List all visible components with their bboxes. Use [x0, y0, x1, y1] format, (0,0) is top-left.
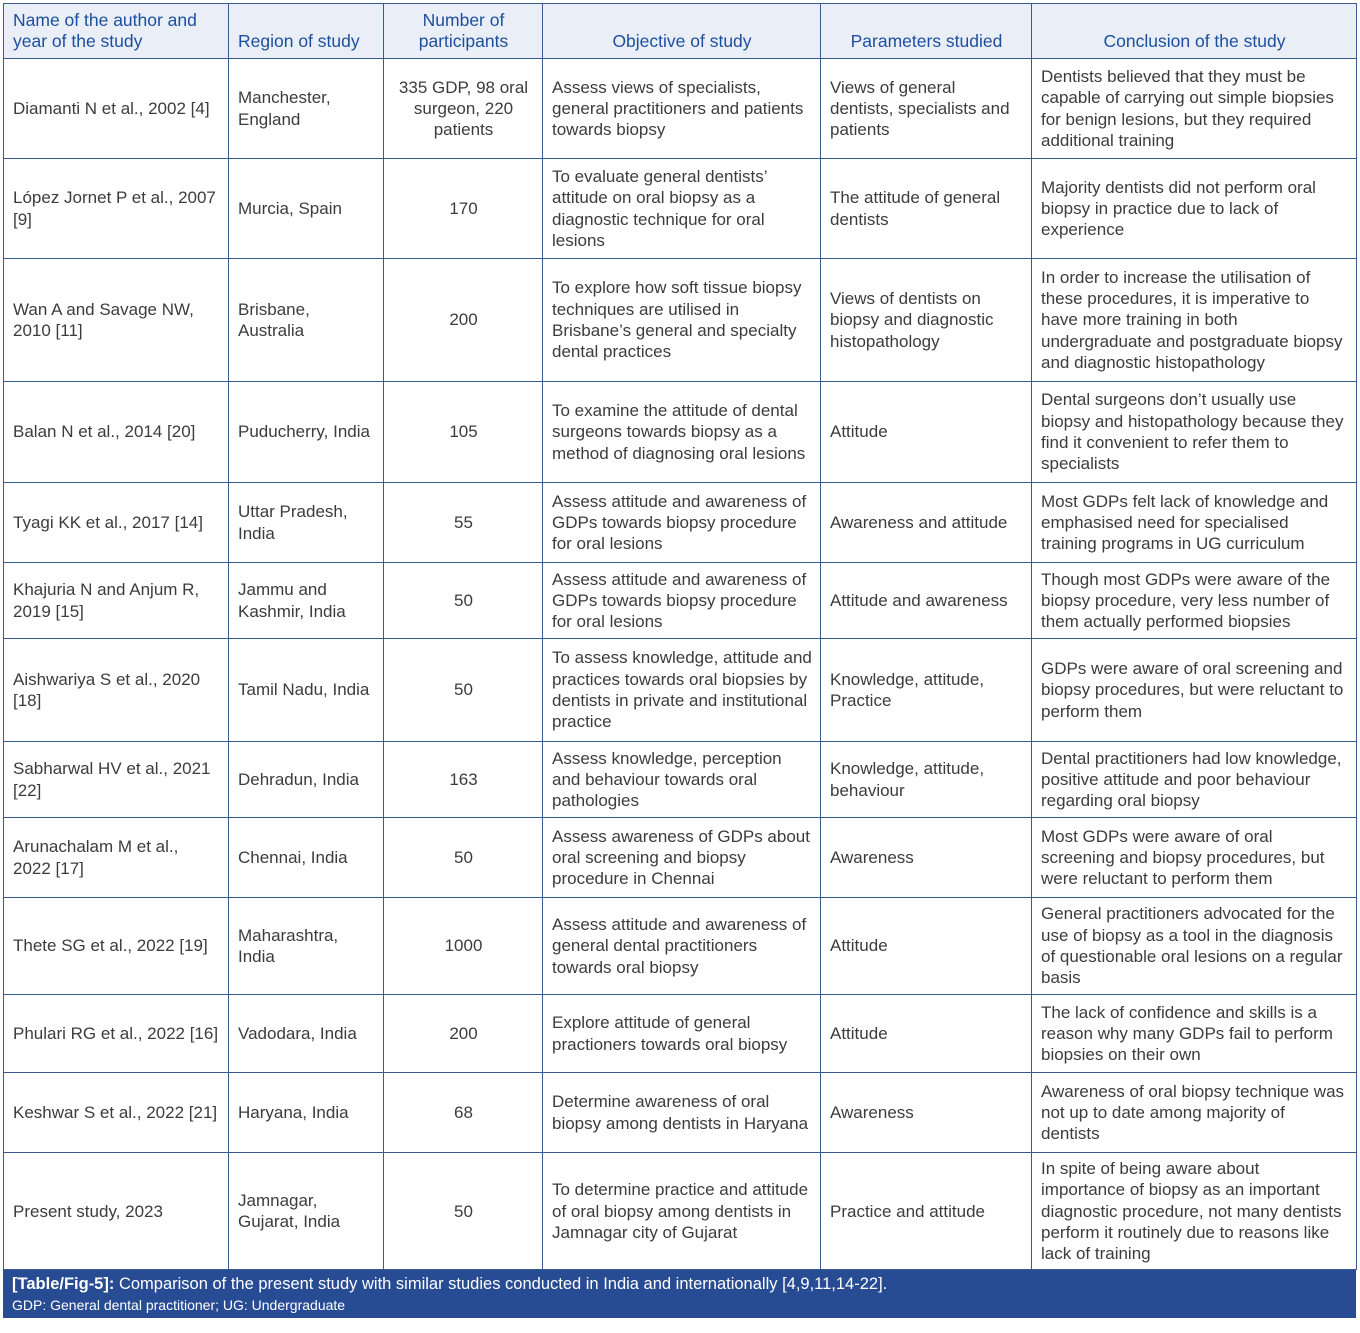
- cell-conclusion: In order to increase the utilisation of these procedures, it is imperative to have more training in both undergraduate and postgraduate biopsy and diagnostic histopathology: [1032, 259, 1357, 382]
- cell-objective: To assess knowledge, attitude and practices towards oral biopsies by dentists in private and institutional practice: [543, 639, 821, 742]
- cell-region: Jammu and Kashmir, India: [229, 563, 384, 639]
- cell-participants: 105: [384, 382, 543, 483]
- cell-parameters: Attitude: [821, 898, 1032, 995]
- caption-tag: [Table/Fig-5]:: [12, 1275, 115, 1294]
- cell-author-year: Khajuria N and Anjum R, 2019 [15]: [4, 563, 229, 639]
- cell-conclusion: General practitioners advocated for the use of biopsy as a tool in the diagnosis of questionable oral lesions on a regular basis: [1032, 898, 1357, 995]
- cell-participants: 50: [384, 818, 543, 898]
- cell-author-year: Diamanti N et al., 2002 [4]: [4, 59, 229, 159]
- cell-conclusion: In spite of being aware about importance of biopsy as an important diagnostic procedure, not many dentists perform it routinely due to reasons like lack of training: [1032, 1153, 1357, 1270]
- caption-footnote: GDP: General dental practitioner; UG: Undergraduate: [12, 1297, 346, 1314]
- cell-region: Tamil Nadu, India: [229, 639, 384, 742]
- cell-parameters: Awareness and attitude: [821, 483, 1032, 563]
- cell-objective: Assess knowledge, perception and behaviour towards oral pathologies: [543, 742, 821, 818]
- cell-participants: 50: [384, 1153, 543, 1270]
- table-row: [4, 639, 1357, 742]
- cell-author-year: Tyagi KK et al., 2017 [14]: [4, 483, 229, 563]
- cell-objective: Explore attitude of general practioners towards oral biopsy: [543, 995, 821, 1073]
- comparison-table-figure: [3, 3, 1356, 1318]
- cell-parameters: Knowledge, attitude, Practice: [821, 639, 1032, 742]
- cell-parameters: Knowledge, attitude, behaviour: [821, 742, 1032, 818]
- cell-author-year: Phulari RG et al., 2022 [16]: [4, 995, 229, 1073]
- cell-objective: Assess awareness of GDPs about oral screening and biopsy procedure in Chennai: [543, 818, 821, 898]
- table-caption: [3, 1270, 1356, 1318]
- table-row: [4, 818, 1357, 898]
- table-row: [4, 563, 1357, 639]
- cell-region: Murcia, Spain: [229, 159, 384, 259]
- cell-participants: 335 GDP, 98 oral surgeon, 220 patients: [384, 59, 543, 159]
- cell-parameters: Views of general dentists, specialists and patients: [821, 59, 1032, 159]
- cell-parameters: Practice and attitude: [821, 1153, 1032, 1270]
- table-row: [4, 159, 1357, 259]
- cell-objective: Determine awareness of oral biopsy among dentists in Haryana: [543, 1073, 821, 1153]
- cell-participants: 55: [384, 483, 543, 563]
- cell-conclusion: Dental surgeons don’t usually use biopsy and histopathology because they find it convenient to refer them to specialists: [1032, 382, 1357, 483]
- header-author-year: Name of the author and year of the study: [4, 4, 229, 59]
- cell-region: Maharashtra, India: [229, 898, 384, 995]
- cell-conclusion: The lack of confidence and skills is a reason why many GDPs fail to perform biopsies on their own: [1032, 995, 1357, 1073]
- cell-objective: To examine the attitude of dental surgeons towards biopsy as a method of diagnosing oral lesions: [543, 382, 821, 483]
- cell-conclusion: Dental practitioners had low knowledge, positive attitude and poor behaviour regarding oral biopsy: [1032, 742, 1357, 818]
- cell-region: Jamnagar, Gujarat, India: [229, 1153, 384, 1270]
- header-row: [4, 4, 1357, 59]
- caption-line: [12, 1273, 1347, 1296]
- cell-region: Brisbane, Australia: [229, 259, 384, 382]
- table-body: [4, 59, 1357, 1270]
- cell-author-year: Wan A and Savage NW, 2010 [11]: [4, 259, 229, 382]
- header-region: Region of study: [229, 4, 384, 59]
- table-row: [4, 995, 1357, 1073]
- cell-parameters: Attitude: [821, 382, 1032, 483]
- cell-region: Chennai, India: [229, 818, 384, 898]
- caption-text: Comparison of the present study with similar studies conducted in India and internationally [4,9,11,14-22].: [118, 1275, 888, 1294]
- cell-author-year: Balan N et al., 2014 [20]: [4, 382, 229, 483]
- header-participants: Number of participants: [384, 4, 543, 59]
- table-row: [4, 1153, 1357, 1270]
- cell-participants: 1000: [384, 898, 543, 995]
- header-parameters: Parameters studied: [821, 4, 1032, 59]
- table-row: [4, 1073, 1357, 1153]
- cell-participants: 170: [384, 159, 543, 259]
- table-header: [4, 4, 1357, 59]
- table-row: [4, 483, 1357, 563]
- header-objective: Objective of study: [543, 4, 821, 59]
- cell-author-year: Sabharwal HV et al., 2021 [22]: [4, 742, 229, 818]
- cell-participants: 68: [384, 1073, 543, 1153]
- cell-parameters: Awareness: [821, 1073, 1032, 1153]
- cell-conclusion: Most GDPs felt lack of knowledge and emphasised need for specialised training programs in UG curriculum: [1032, 483, 1357, 563]
- cell-participants: 50: [384, 639, 543, 742]
- cell-author-year: Aishwariya S et al., 2020 [18]: [4, 639, 229, 742]
- comparison-table: [3, 3, 1357, 1270]
- table-row: [4, 898, 1357, 995]
- cell-objective: Assess views of specialists, general practitioners and patients towards biopsy: [543, 59, 821, 159]
- cell-participants: 200: [384, 995, 543, 1073]
- cell-objective: To evaluate general dentists’ attitude on oral biopsy as a diagnostic technique for oral lesions: [543, 159, 821, 259]
- cell-conclusion: Though most GDPs were aware of the biopsy procedure, very less number of them actually performed biopsies: [1032, 563, 1357, 639]
- cell-participants: 200: [384, 259, 543, 382]
- cell-conclusion: GDPs were aware of oral screening and biopsy procedures, but were reluctant to perform them: [1032, 639, 1357, 742]
- cell-conclusion: Most GDPs were aware of oral screening and biopsy procedures, but were reluctant to perform them: [1032, 818, 1357, 898]
- cell-objective: Assess attitude and awareness of general dental practitioners towards oral biopsy: [543, 898, 821, 995]
- cell-region: Haryana, India: [229, 1073, 384, 1153]
- table-row: [4, 742, 1357, 818]
- cell-parameters: The attitude of general dentists: [821, 159, 1032, 259]
- cell-region: Vadodara, India: [229, 995, 384, 1073]
- cell-parameters: Attitude: [821, 995, 1032, 1073]
- cell-author-year: Arunachalam M et al., 2022 [17]: [4, 818, 229, 898]
- cell-parameters: Awareness: [821, 818, 1032, 898]
- header-conclusion: Conclusion of the study: [1032, 4, 1357, 59]
- table-row: [4, 259, 1357, 382]
- cell-author-year: Thete SG et al., 2022 [19]: [4, 898, 229, 995]
- cell-objective: To determine practice and attitude of oral biopsy among dentists in Jamnagar city of Gujarat: [543, 1153, 821, 1270]
- cell-region: Uttar Pradesh, India: [229, 483, 384, 563]
- cell-participants: 163: [384, 742, 543, 818]
- cell-region: Puducherry, India: [229, 382, 384, 483]
- cell-objective: Assess attitude and awareness of GDPs towards biopsy procedure for oral lesions: [543, 483, 821, 563]
- table-row: [4, 59, 1357, 159]
- cell-conclusion: Majority dentists did not perform oral biopsy in practice due to lack of experience: [1032, 159, 1357, 259]
- cell-parameters: Views of dentists on biopsy and diagnostic histopathology: [821, 259, 1032, 382]
- cell-objective: Assess attitude and awareness of GDPs towards biopsy procedure for oral lesions: [543, 563, 821, 639]
- cell-author-year: Keshwar S et al., 2022 [21]: [4, 1073, 229, 1153]
- cell-author-year: López Jornet P et al., 2007 [9]: [4, 159, 229, 259]
- cell-parameters: Attitude and awareness: [821, 563, 1032, 639]
- cell-conclusion: Awareness of oral biopsy technique was not up to date among majority of dentists: [1032, 1073, 1357, 1153]
- cell-region: Dehradun, India: [229, 742, 384, 818]
- cell-author-year: Present study, 2023: [4, 1153, 229, 1270]
- cell-participants: 50: [384, 563, 543, 639]
- table-row: [4, 382, 1357, 483]
- cell-objective: To explore how soft tissue biopsy techniques are utilised in Brisbane’s general and specialty dental practices: [543, 259, 821, 382]
- cell-conclusion: Dentists believed that they must be capable of carrying out simple biopsies for benign lesions, but they required additional training: [1032, 59, 1357, 159]
- cell-region: Manchester, England: [229, 59, 384, 159]
